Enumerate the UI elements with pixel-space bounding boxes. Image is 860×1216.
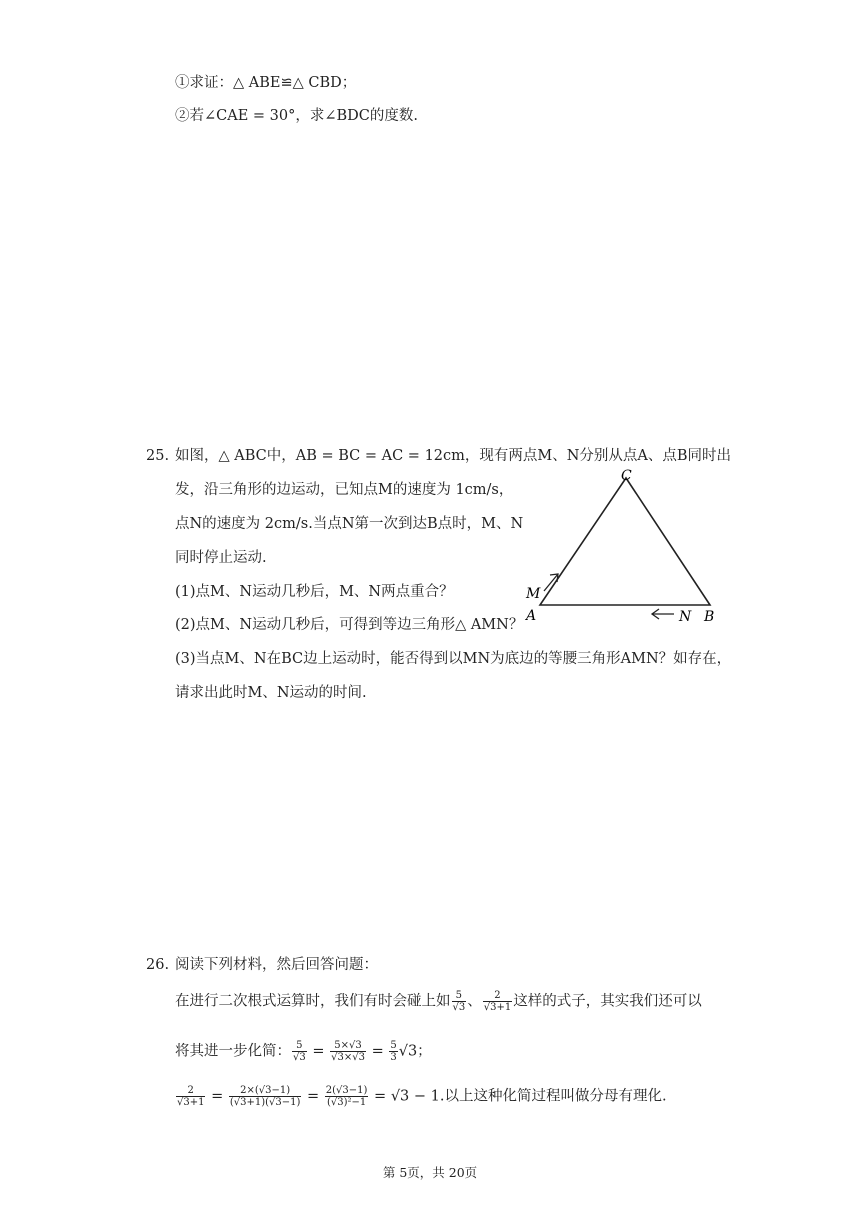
label-n: N — [679, 609, 692, 625]
q26-line1: 阅读下列材料，然后回答问题： — [175, 957, 378, 973]
q25-sub3b: 请求出此时M、N运动的时间. — [175, 685, 367, 701]
expr1-frac3: $\frac{5}{3}$ — [390, 1040, 397, 1063]
triangle-abc — [540, 478, 710, 605]
q26-line3-text-a: 将其进一步化简： — [175, 1043, 291, 1060]
q25-sub3: (3)当点M、N在BC边上运动时，能否得到以MN为底边的等腰三角形AMN？如存在， — [175, 651, 732, 667]
fraction-5-over-root3: $\frac{5}{√3}$ — [452, 990, 466, 1013]
expr1-frac1: $\frac{5}{√3}$ — [293, 1040, 306, 1063]
label-b: B — [704, 609, 715, 625]
expr1-frac2: $\frac{5\times√3}{√3\times√3}$ — [331, 1040, 365, 1063]
q26-separator: 、 — [467, 993, 482, 1010]
triangle-figure — [522, 466, 722, 626]
q26-line4 — [175, 1085, 667, 1108]
equals-4: = — [307, 1088, 320, 1105]
q26-number: 26. — [146, 957, 170, 973]
fraction-2-over-root3-plus-1: $\frac{2}{√3+1}$ — [483, 990, 512, 1013]
q25-sub1: (1)点M、N运动几秒后，M、N两点重合？ — [175, 584, 454, 600]
label-a: A — [526, 608, 537, 624]
expr2-frac2: $\frac{2\times(√3-1)}{(√3+1)(√3-1)}$ — [229, 1085, 301, 1108]
equals-1: = — [312, 1043, 325, 1060]
q25-line4: 同时停止运动. — [175, 550, 267, 566]
label-m: M — [526, 586, 541, 602]
q26-line2-text-a: 在进行二次根式运算时，我们有时会碰上如 — [175, 993, 451, 1010]
q26-line3 — [175, 1040, 432, 1063]
equals-5: = — [374, 1088, 387, 1105]
expr2-frac3: $\frac{2(√3-1)}{\text{(√3)²−1}}$ — [325, 1085, 368, 1108]
q26-line3-text-b: √3； — [398, 1043, 432, 1060]
q25-line3: 点N的速度为 2cm/s.当点N第一次到达B点时，M、N — [175, 516, 524, 532]
equals-2: = — [371, 1043, 384, 1060]
q25-number: 25. — [146, 448, 170, 464]
page-footer: 第 5页，共 20页 — [382, 1165, 478, 1180]
expr2-frac1: $\frac{2}{√3+1}$ — [177, 1085, 205, 1108]
q25-sub2: (2)点M、N运动几秒后，可得到等边三角形△ AMN？ — [175, 617, 524, 633]
q26-line2 — [175, 990, 702, 1013]
q26-line2-text-b: 这样的式子，其实我们还可以 — [513, 993, 702, 1010]
q24-part2: ②若∠CAE = 30°，求∠BDC的度数. — [175, 108, 419, 124]
q25-line1: 如图，△ ABC中，AB = BC = AC = 12cm，现有两点M、N分别从点A、点B同时出 — [175, 448, 732, 464]
equals-3: = — [211, 1088, 224, 1105]
q24-part1: ①求证：△ ABE≌△ CBD； — [175, 75, 357, 91]
q25-line2: 发，沿三角形的边运动，已知点M的速度为 1cm/s， — [175, 482, 514, 498]
q26-line4-text-b: √3 − 1.以上这种化简过程叫做分母有理化. — [390, 1088, 667, 1105]
label-c: C — [621, 468, 632, 484]
